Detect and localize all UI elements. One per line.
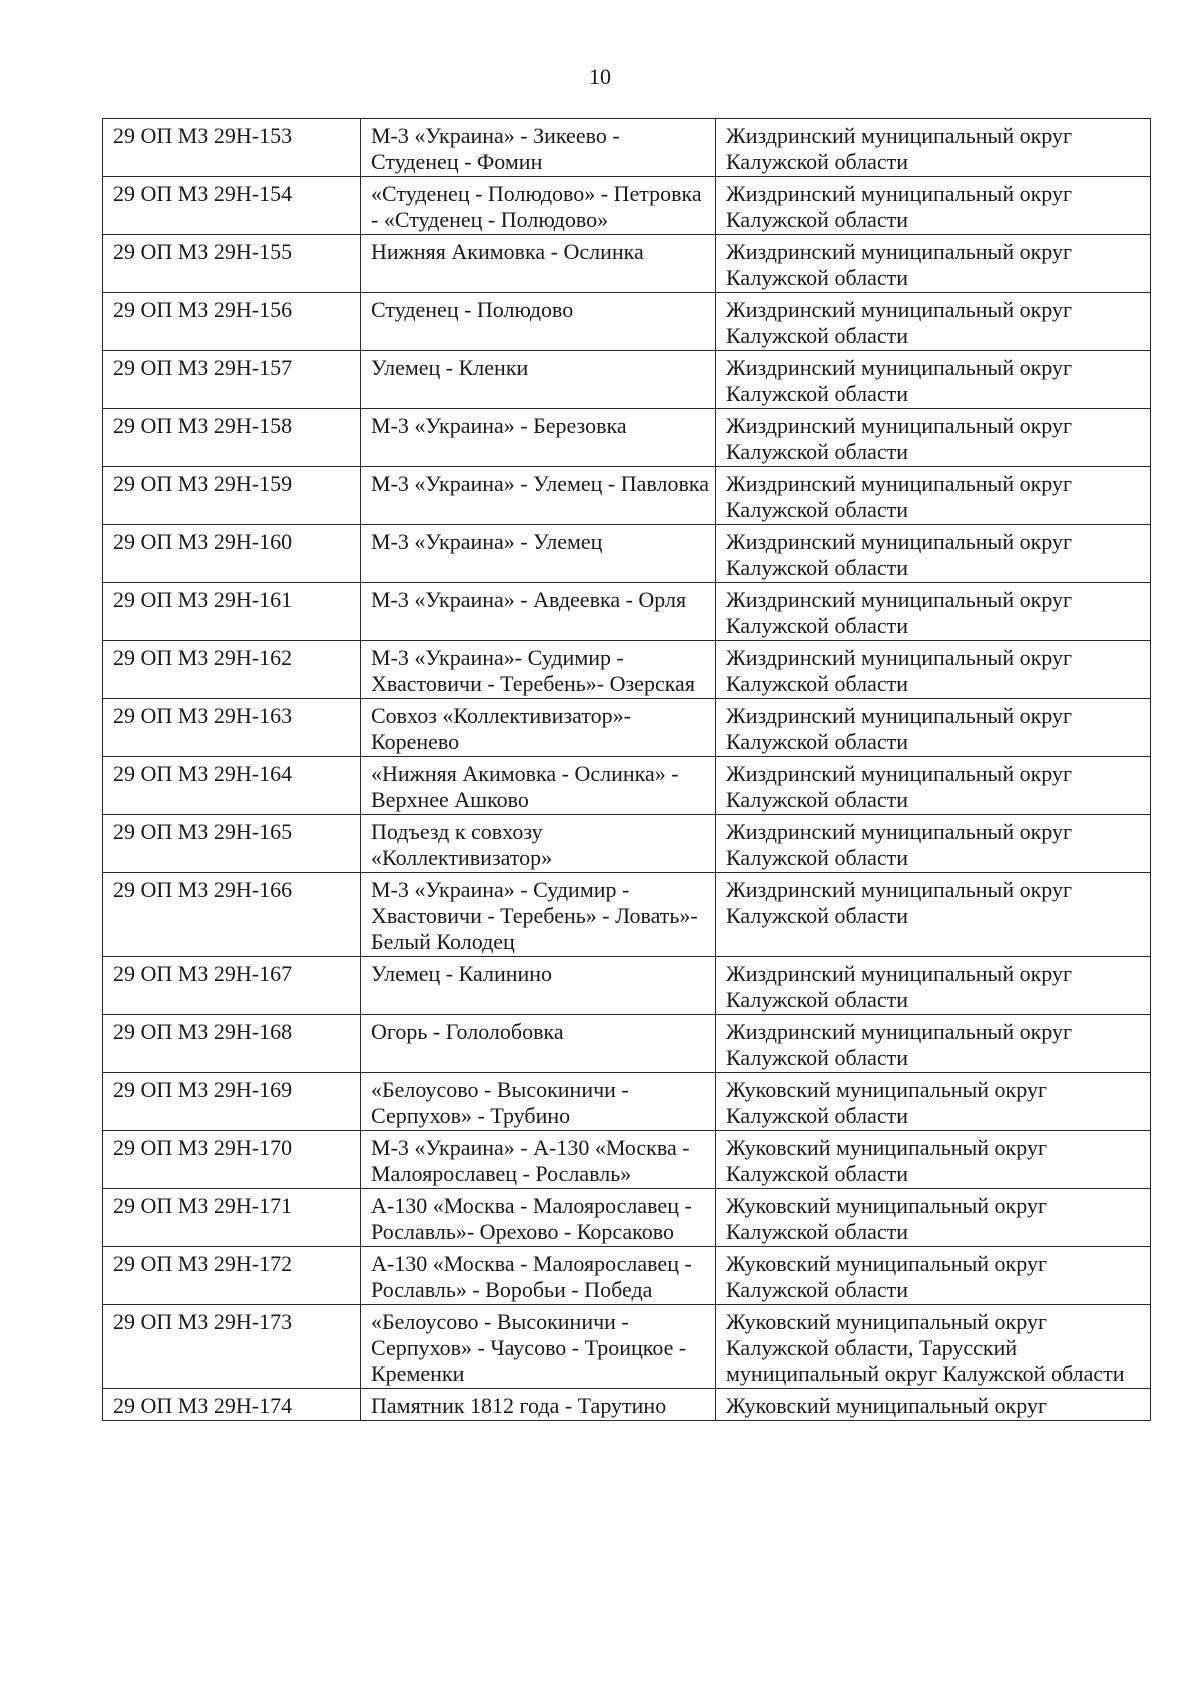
- table-row: [103, 1015, 1151, 1073]
- road-id-cell: 29 ОП МЗ 29Н-163: [103, 699, 361, 757]
- road-id-cell: 29 ОП МЗ 29Н-158: [103, 409, 361, 467]
- road-area-cell: Жиздринский муниципальный округ Калужской области: [716, 641, 1151, 699]
- road-area-cell: Жиздринский муниципальный округ Калужской области: [716, 957, 1151, 1015]
- table-row: [103, 409, 1151, 467]
- road-name-cell: Огорь - Гололобовка: [361, 1015, 716, 1073]
- road-name-cell: Улемец - Кленки: [361, 351, 716, 409]
- table-row: [103, 699, 1151, 757]
- road-name-cell: М-3 «Украина» - Улемец - Павловка: [361, 467, 716, 525]
- road-id-cell: 29 ОП МЗ 29Н-170: [103, 1131, 361, 1189]
- road-name-cell: М-3 «Украина» - Авдеевка - Орля: [361, 583, 716, 641]
- road-area-cell: Жиздринский муниципальный округ Калужской области: [716, 235, 1151, 293]
- table-row: [103, 177, 1151, 235]
- road-id-cell: 29 ОП МЗ 29Н-154: [103, 177, 361, 235]
- table-row: [103, 119, 1151, 177]
- table-row: [103, 235, 1151, 293]
- road-id-cell: 29 ОП МЗ 29Н-168: [103, 1015, 361, 1073]
- table-row: [103, 1389, 1151, 1421]
- road-area-cell: Жиздринский муниципальный округ Калужской области: [716, 699, 1151, 757]
- table-row: [103, 641, 1151, 699]
- page-number: 10: [589, 64, 611, 89]
- road-id-cell: 29 ОП МЗ 29Н-169: [103, 1073, 361, 1131]
- road-area-cell: Жуковский муниципальный округ Калужской области, Тарусский муниципальный округ Калужской области: [716, 1305, 1151, 1389]
- table-row: [103, 957, 1151, 1015]
- road-area-cell: Жиздринский муниципальный округ Калужской области: [716, 409, 1151, 467]
- table-row: [103, 757, 1151, 815]
- road-name-cell: Студенец - Полюдово: [361, 293, 716, 351]
- road-name-cell: А-130 «Москва - Малоярославец - Рославль»- Орехово - Корсаково: [361, 1189, 716, 1247]
- table-row: [103, 351, 1151, 409]
- table-row: [103, 1247, 1151, 1305]
- road-id-cell: 29 ОП МЗ 29Н-164: [103, 757, 361, 815]
- road-name-cell: М-3 «Украина» - Улемец: [361, 525, 716, 583]
- road-name-cell: «Белоусово - Высокиничи - Серпухов» - Чаусово - Троицкое - Кременки: [361, 1305, 716, 1389]
- road-id-cell: 29 ОП МЗ 29Н-160: [103, 525, 361, 583]
- table-row: [103, 293, 1151, 351]
- road-id-cell: 29 ОП МЗ 29Н-155: [103, 235, 361, 293]
- road-name-cell: «Белоусово - Высокиничи - Серпухов» - Трубино: [361, 1073, 716, 1131]
- table-row: [103, 815, 1151, 873]
- road-id-cell: 29 ОП МЗ 29Н-171: [103, 1189, 361, 1247]
- road-id-cell: 29 ОП МЗ 29Н-165: [103, 815, 361, 873]
- road-id-cell: 29 ОП МЗ 29Н-174: [103, 1389, 361, 1421]
- road-area-cell: Жиздринский муниципальный округ Калужской области: [716, 525, 1151, 583]
- road-id-cell: 29 ОП МЗ 29Н-172: [103, 1247, 361, 1305]
- road-id-cell: 29 ОП МЗ 29Н-161: [103, 583, 361, 641]
- road-id-cell: 29 ОП МЗ 29Н-166: [103, 873, 361, 957]
- road-id-cell: 29 ОП МЗ 29Н-173: [103, 1305, 361, 1389]
- road-name-cell: Нижняя Акимовка - Ослинка: [361, 235, 716, 293]
- road-name-cell: Подъезд к совхозу «Коллективизатор»: [361, 815, 716, 873]
- table-row: [103, 1189, 1151, 1247]
- road-name-cell: Памятник 1812 года - Тарутино: [361, 1389, 716, 1421]
- road-area-cell: Жуковский муниципальный округ Калужской области: [716, 1247, 1151, 1305]
- road-name-cell: «Студенец - Полюдово» - Петровка - «Студенец - Полюдово»: [361, 177, 716, 235]
- road-name-cell: М-3 «Украина» - Зикеево - Студенец - Фомин: [361, 119, 716, 177]
- road-area-cell: Жиздринский муниципальный округ Калужской области: [716, 583, 1151, 641]
- table-row: [103, 873, 1151, 957]
- table-row: [103, 1073, 1151, 1131]
- road-area-cell: Жиздринский муниципальный округ Калужской области: [716, 873, 1151, 957]
- road-id-cell: 29 ОП МЗ 29Н-159: [103, 467, 361, 525]
- road-area-cell: Жуковский муниципальный округ Калужской области: [716, 1073, 1151, 1131]
- road-id-cell: 29 ОП МЗ 29Н-157: [103, 351, 361, 409]
- roads-table: [102, 118, 1151, 1421]
- road-name-cell: Улемец - Калинино: [361, 957, 716, 1015]
- road-name-cell: М-3 «Украина»- Судимир - Хвастовичи - Теребень»- Озерская: [361, 641, 716, 699]
- road-name-cell: Совхоз «Коллективизатор»- Коренево: [361, 699, 716, 757]
- road-name-cell: А-130 «Москва - Малоярославец - Рославль» - Воробьи - Победа: [361, 1247, 716, 1305]
- road-name-cell: М-3 «Украина» - Березовка: [361, 409, 716, 467]
- road-area-cell: Жиздринский муниципальный округ Калужской области: [716, 293, 1151, 351]
- table-row: [103, 1131, 1151, 1189]
- table-row: [103, 1305, 1151, 1389]
- table-row: [103, 525, 1151, 583]
- roads-table-body: [103, 119, 1151, 1421]
- road-area-cell: Жуковский муниципальный округ: [716, 1389, 1151, 1421]
- road-area-cell: Жиздринский муниципальный округ Калужской области: [716, 119, 1151, 177]
- road-area-cell: Жиздринский муниципальный округ Калужской области: [716, 1015, 1151, 1073]
- road-area-cell: Жиздринский муниципальный округ Калужской области: [716, 757, 1151, 815]
- road-area-cell: Жуковский муниципальный округ Калужской области: [716, 1189, 1151, 1247]
- road-id-cell: 29 ОП МЗ 29Н-156: [103, 293, 361, 351]
- table-row: [103, 467, 1151, 525]
- road-area-cell: Жиздринский муниципальный округ Калужской области: [716, 815, 1151, 873]
- road-name-cell: М-3 «Украина» - А-130 «Москва - Малоярославец - Рославль»: [361, 1131, 716, 1189]
- road-id-cell: 29 ОП МЗ 29Н-167: [103, 957, 361, 1015]
- road-area-cell: Жиздринский муниципальный округ Калужской области: [716, 467, 1151, 525]
- road-id-cell: 29 ОП МЗ 29Н-153: [103, 119, 361, 177]
- road-area-cell: Жиздринский муниципальный округ Калужской области: [716, 351, 1151, 409]
- road-area-cell: Жиздринский муниципальный округ Калужской области: [716, 177, 1151, 235]
- road-id-cell: 29 ОП МЗ 29Н-162: [103, 641, 361, 699]
- road-name-cell: «Нижняя Акимовка - Ослинка» - Верхнее Ашково: [361, 757, 716, 815]
- road-area-cell: Жуковский муниципальный округ Калужской области: [716, 1131, 1151, 1189]
- table-row: [103, 583, 1151, 641]
- road-name-cell: М-3 «Украина» - Судимир - Хвастовичи - Теребень» - Ловать»- Белый Колодец: [361, 873, 716, 957]
